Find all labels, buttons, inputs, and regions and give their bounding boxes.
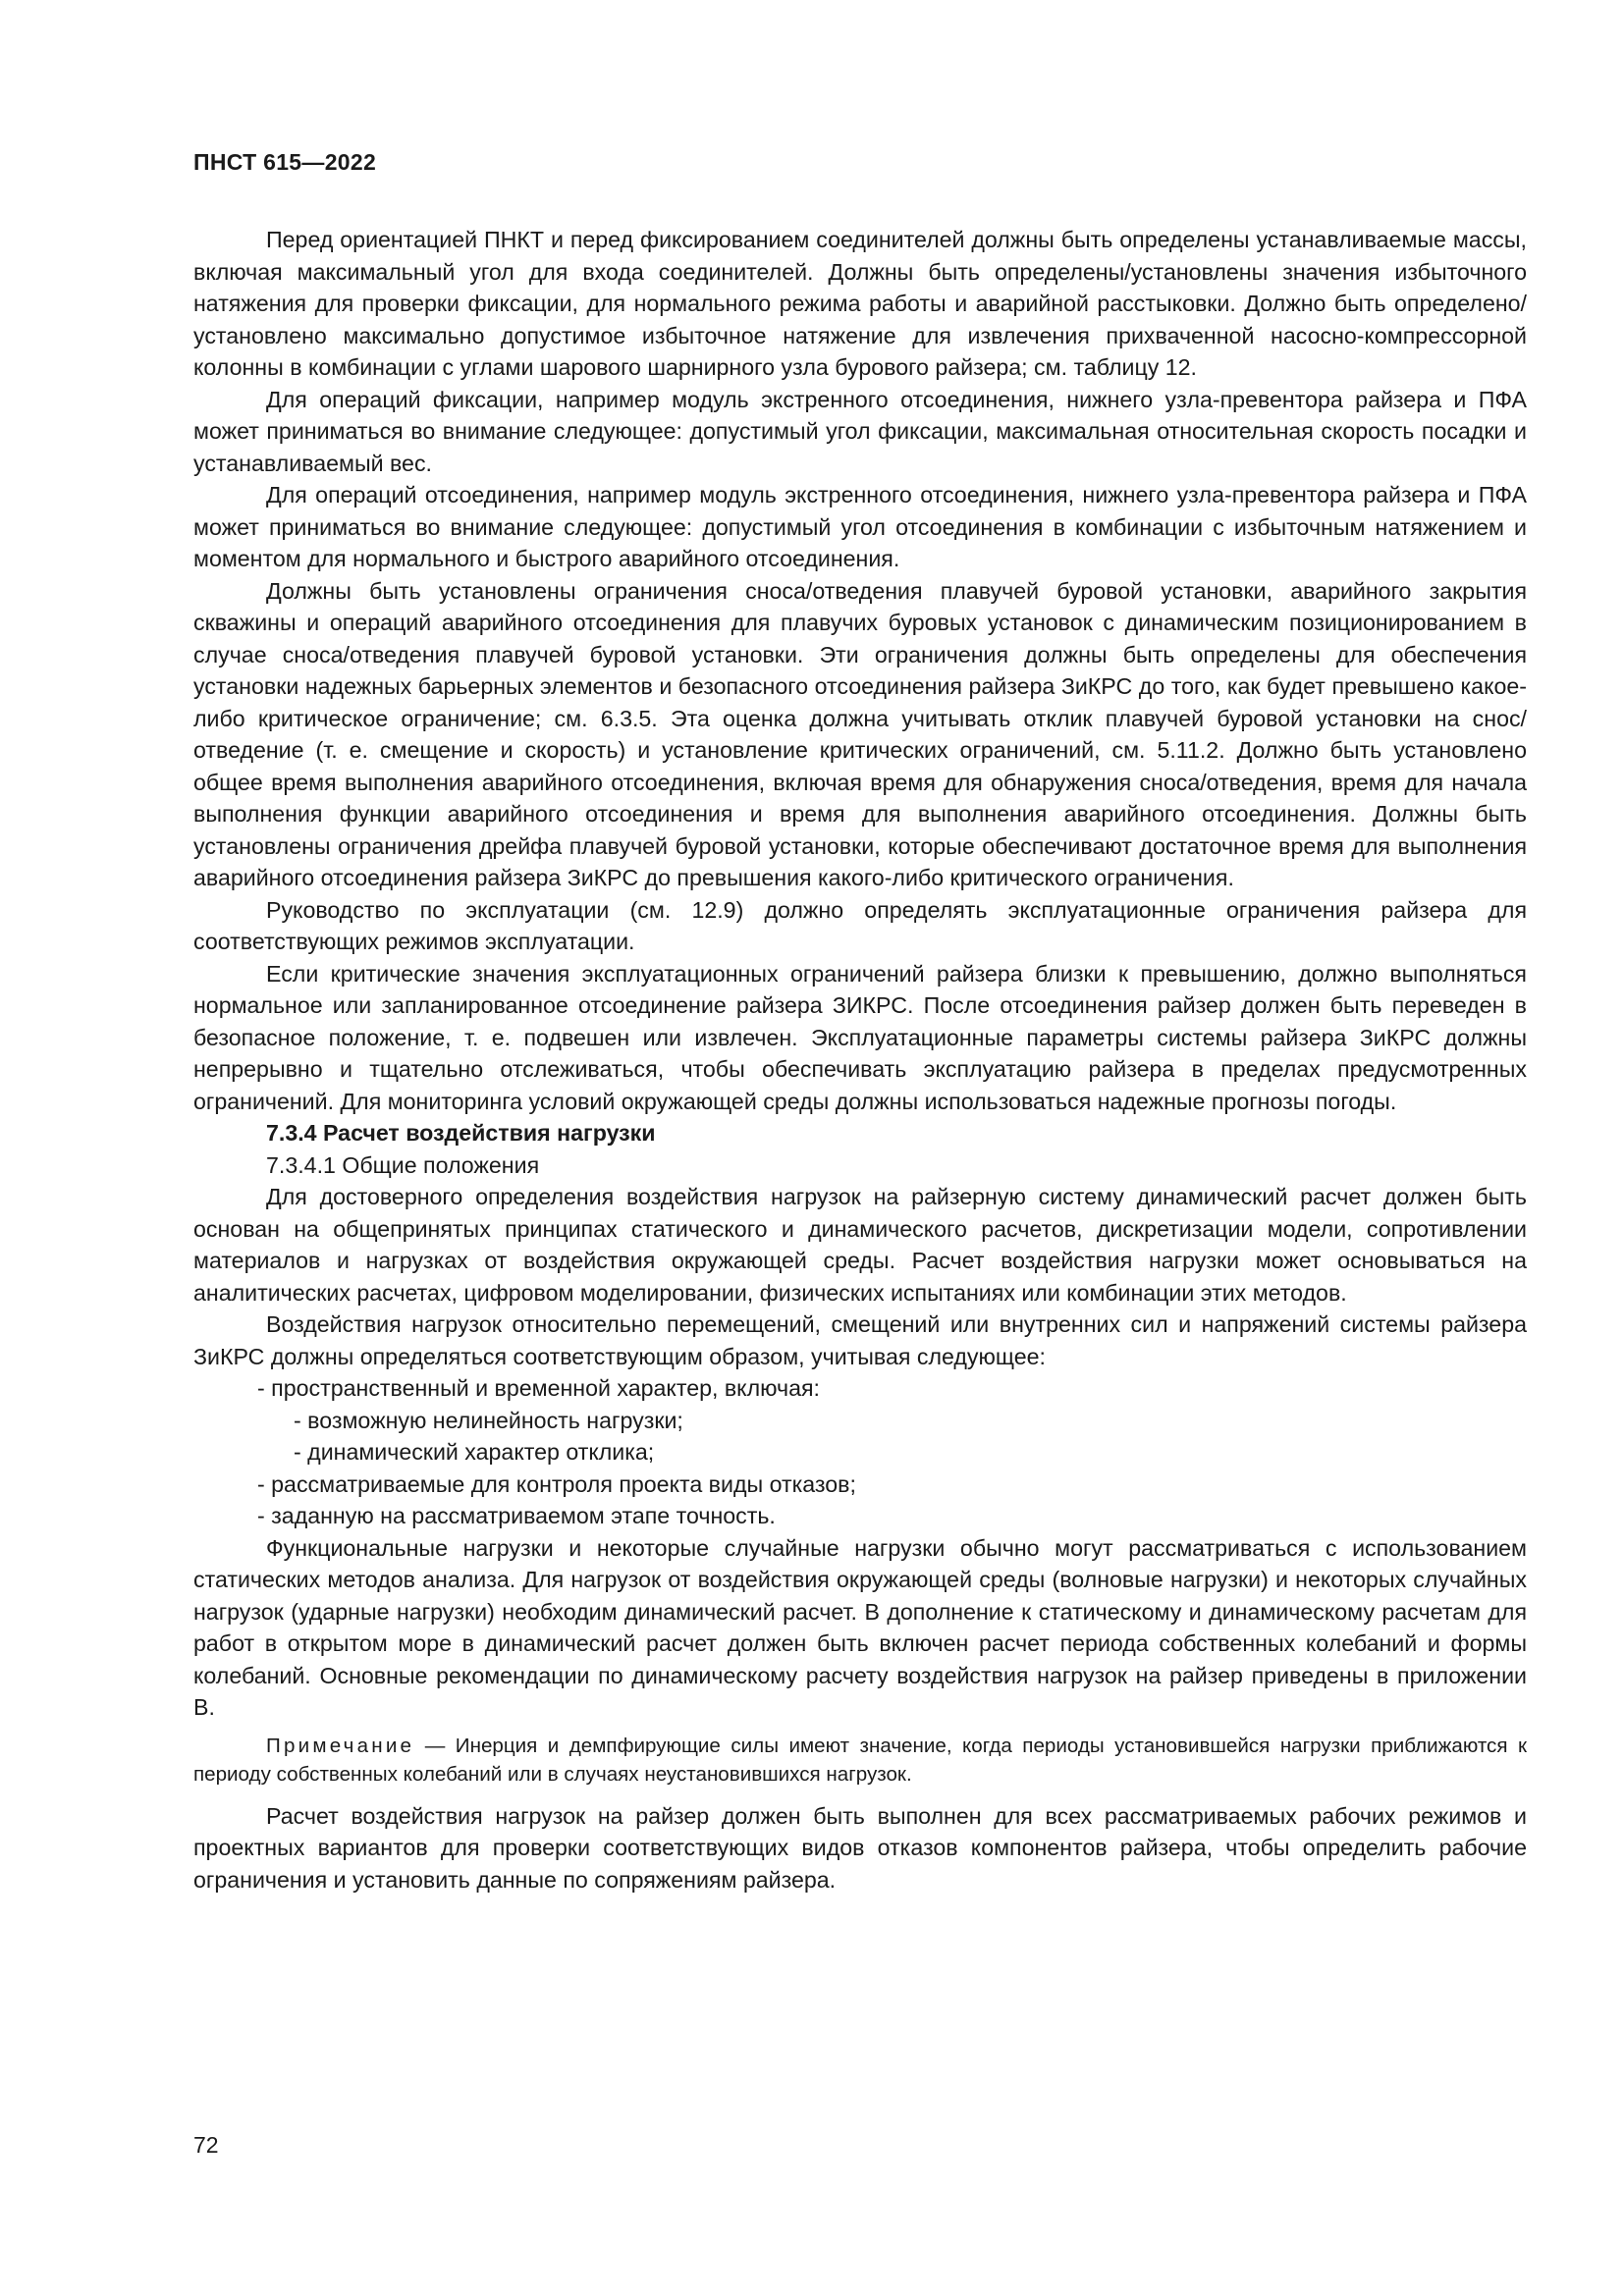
paragraph: Функциональные нагрузки и некоторые случайные нагрузки обычно могут рассматриваться с использованием статических методов анализа. Для нагрузок от воздействия окружающей среды (волновые нагрузки) и некоторых случайных нагрузок (ударные нагрузки) необходим динамический расчет. В дополнение к статическому и динамическому расчетам для работ в открытом море в динамический расчет должен быть включен расчет периода собственных колебаний и формы колебаний. Основные рекомендации по динамическому расчету воздействия нагрузок на райзер приведены в приложении В. xyxy=(193,1534,1527,1720)
paragraph: Если критические значения эксплуатационных ограничений райзера близки к превышению, должно выполняться нормальное или запланированное отсоединение райзера ЗИКРС. После отсоединения райзер должен быть переведен в безопасное положение, т. е. подвешен или извлечен. Эксплуатационные параметры системы райзера ЗиКРС должны непрерывно и тщательно отслеживаться, чтобы обеспечивать эксплуатацию райзера в пределах предусмотренных ограничений. Для мониторинга условий окружающей среды должны использоваться надежные прогнозы погоды. xyxy=(193,960,1527,1114)
paragraph: Для операций фиксации, например модуль экстренного отсоединения, нижнего узла-превентора райзера и ПФА может приниматься во внимание следующее: допустимый угол фиксации, максимальная относительная скорость посадки и устанавливаемый вес. xyxy=(193,386,1527,476)
list-subitem: - динамический характер отклика; xyxy=(294,1439,655,1465)
list-item: - рассматриваемые для контроля проекта виды отказов; xyxy=(257,1470,856,1497)
paragraph: Перед ориентацией ПНКТ и перед фиксированием соединителей должны быть определены устанавливаемые массы, включая максимальный угол для входа соединителей. Должны быть определены/установлены значения избыточного натяжения для проверки фиксации, для нормального режима работы и аварийной расстыковки. Должно быть определено/установлено максимально допустимое избыточное натяжение для извлечения прихваченной насосно-компрессорной колонны в комбинации с углами шарового шарнирного узла бурового райзера; см. таблицу 12. xyxy=(193,227,1527,380)
list-subitem: - возможную нелинейность нагрузки; xyxy=(294,1407,683,1433)
paragraph: Должны быть установлены ограничения сноса/отведения плавучей буровой установки, аварийного закрытия скважины и операций аварийного отсоединения для плавучих буровых установок с динамическим позиционированием в случае сноса/отведения плавучей буровой установки. Эти ограничения должны быть определены для обеспечения установки надежных барьерных элементов и безопасного отсоединения райзера ЗиКРС до того, как будет превышено какое-либо критическое ограничение; см. 6.3.5. Эта оценка должна учитывать отклик плавучей буровой установки на снос/отведение (т. е. смещение и скорость) и установление критических ограничений, см. 5.11.2. Должно быть установлено общее время выполнения аварийного отсоединения, включая время для обнаружения сноса/отведения, время для начала выполнения функции аварийного отсоединения и время для выполнения аварийного отсоединения. Должны быть установлены ограничения дрейфа плавучей буровой установки, которые обеспечивают достаточное время для выполнения аварийного отсоединения райзера ЗиКРС до превышения какого-либо критического ограничения. xyxy=(193,577,1527,890)
document-body xyxy=(193,224,1527,1896)
page-number: 72 xyxy=(193,2132,219,2158)
list-item: - заданную на рассматриваемом этапе точность. xyxy=(257,1503,776,1528)
note-label: Примечание xyxy=(266,1734,415,1757)
list-item: - пространственный и временной характер, включая: xyxy=(257,1375,820,1401)
document-code: ПНСТ 615—2022 xyxy=(193,149,377,175)
subsection-heading: 7.3.4.1 Общие положения xyxy=(266,1151,540,1178)
note-text: — Инерция и демпфирующие силы имеют значение, когда периоды установившейся нагрузки приближаются к периоду собственных колебаний или в случаях неустановившихся нагрузок. xyxy=(193,1734,1527,1786)
section-heading: 7.3.4 Расчет воздействия нагрузки xyxy=(266,1120,656,1146)
paragraph: Для операций отсоединения, например модуль экстренного отсоединения, нижнего узла-превентора райзера и ПФА может приниматься во внимание следующее: допустимый угол отсоединения в комбинации с избыточным натяжением и моментом для нормального и быстрого аварийного отсоединения. xyxy=(193,482,1527,571)
paragraph: Расчет воздействия нагрузок на райзер должен быть выполнен для всех рассматриваемых рабочих режимов и проектных вариантов для проверки соответствующих видов отказов компонентов райзера, чтобы определить рабочие ограничения и установить данные по сопряжениям райзера. xyxy=(193,1802,1527,1893)
paragraph: Руководство по эксплуатации (см. 12.9) должно определять эксплуатационные ограничения райзера для соответствующих режимов эксплуатации. xyxy=(193,896,1527,954)
note xyxy=(193,1732,1527,1789)
paragraph: Для достоверного определения воздействия нагрузок на райзерную систему динамический расчет должен быть основан на общепринятых принципах статического и динамического расчетов, дискретизации модели, сопротивлении материалов и нагрузках от воздействия окружающей среды. Расчет воздействия нагрузки может основываться на аналитических расчетах, цифровом моделировании, физических испытаниях или комбинации этих методов. xyxy=(193,1184,1527,1306)
paragraph: Воздействия нагрузок относительно перемещений, смещений или внутренних сил и напряжений системы райзера ЗиКРС должны определяться соответствующим образом, учитывая следующее: xyxy=(193,1311,1527,1369)
